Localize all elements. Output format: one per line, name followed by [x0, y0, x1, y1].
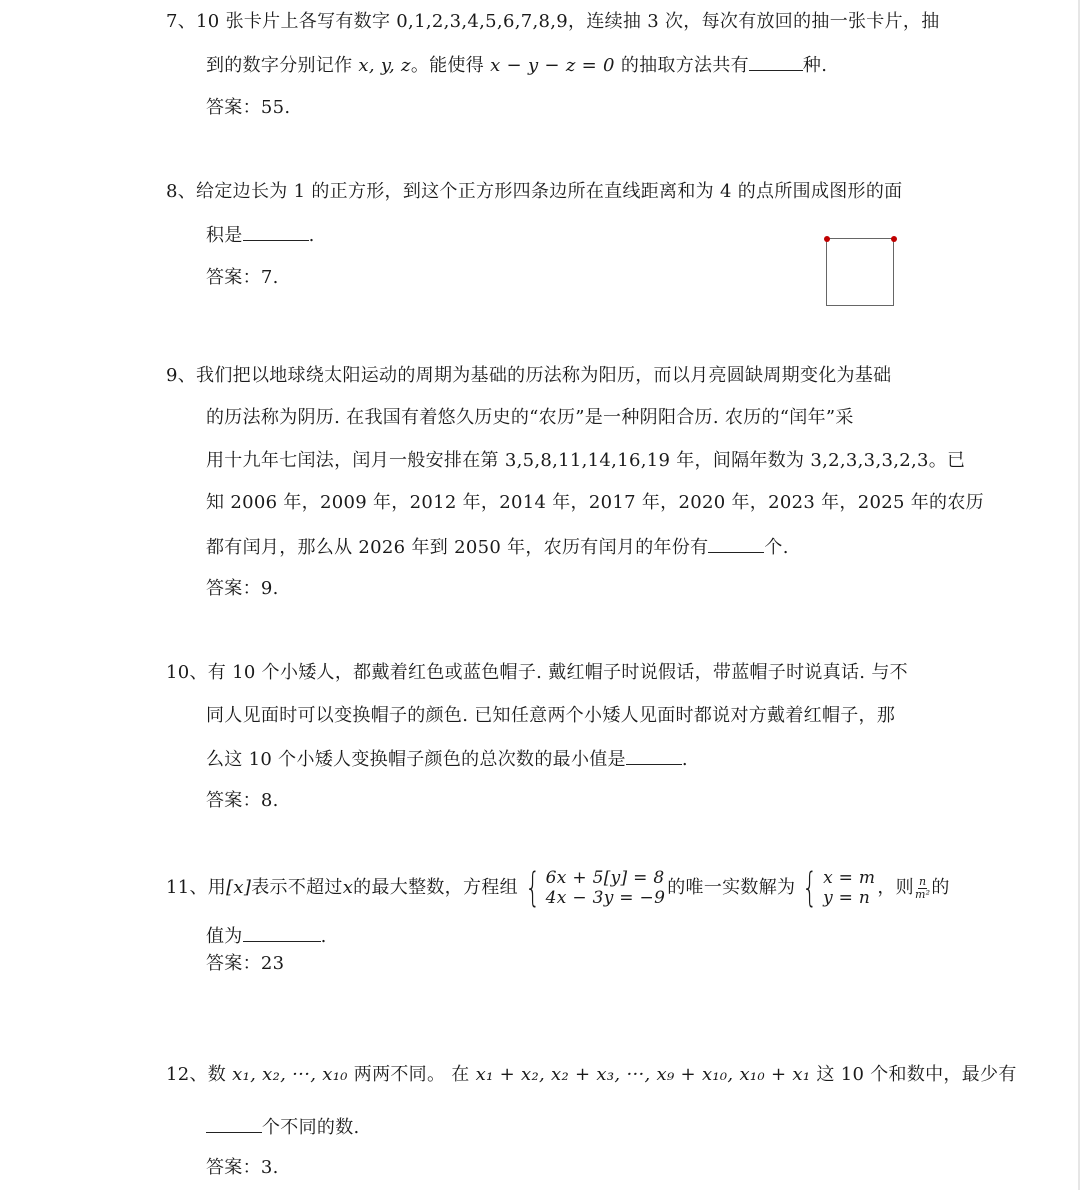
- q7-line2: [206, 52, 827, 78]
- q7-text: 的抽取方法共有: [614, 55, 749, 76]
- q7-equation: x − y − z = 0: [490, 55, 615, 76]
- q12-sums: x₁ + x₂, x₂ + x₃, ···, x₉ + x₁₀, x₁₀ + x₁: [475, 1064, 811, 1085]
- square-vertex-dot: [824, 236, 830, 242]
- system-equation-2: 4x − 3y = −9: [545, 888, 666, 908]
- fraction-numerator: n: [918, 874, 927, 888]
- q11-floor-x: [x]: [226, 877, 252, 898]
- answer-blank: [626, 746, 682, 765]
- q8-text: 积是: [206, 225, 243, 246]
- fraction-n-over-m2: [915, 876, 930, 901]
- fraction-denominator: m²: [914, 887, 931, 901]
- solution-system: [797, 865, 876, 911]
- q9-text: 都有闰月，那么从 2026 年到 2050 年，农历有闰月的年份有: [206, 537, 709, 558]
- q7-line1: 7、10 张卡片上各写有数字 0,1,2,3,4,5,6,7,8,9，连续抽 3 次，每次有放回的抽一张卡片，抽: [166, 11, 940, 32]
- q11-x: x: [342, 877, 354, 898]
- q12-text: 12、数: [166, 1064, 233, 1085]
- q9-text: 个.: [764, 537, 789, 558]
- q11-text: 表示不超过: [251, 877, 343, 898]
- q12-text: 个不同的数.: [262, 1117, 360, 1138]
- q10-answer: 答案：8.: [206, 790, 279, 811]
- q10-text: .: [681, 749, 688, 770]
- system-equation-1: 6x + 5[y] = 8: [545, 868, 665, 888]
- unit-square-figure: [826, 238, 894, 306]
- q12-text: 两两不同。 在: [347, 1064, 476, 1085]
- q8-text: .: [308, 225, 315, 246]
- q10-line2: 同人见面时可以变换帽子的颜色. 已知任意两个小矮人见面时都说对方戴着红帽子，那: [206, 705, 896, 726]
- q8-answer: 答案：7.: [206, 267, 279, 288]
- q12-line2: [206, 1114, 360, 1140]
- solution-equation-1: x = m: [823, 868, 876, 888]
- q11-text: ，则: [877, 877, 914, 898]
- answer-blank: [206, 1114, 262, 1133]
- q9-line5: [206, 534, 789, 560]
- q7-answer: 答案：55.: [206, 97, 291, 118]
- q12-text: 这 10 个和数中，最少有: [810, 1064, 1017, 1085]
- left-brace: {: [802, 865, 818, 911]
- q11-text: 11、用: [166, 877, 227, 898]
- answer-blank: [243, 222, 309, 241]
- square-vertex-dot: [891, 236, 897, 242]
- equation-system: [520, 865, 666, 911]
- q7-text: 到的数字分别记作: [206, 55, 359, 76]
- q9-line2: 的历法称为阴历. 在我国有着悠久历史的“农历”是一种阴阳合历. 农历的“闰年”采: [206, 407, 854, 428]
- q11-text: .: [320, 926, 327, 947]
- q9-line1: 9、我们把以地球绕太阳运动的周期为基础的历法称为阳历，而以月亮圆缺周期变化为基础: [166, 365, 892, 386]
- q10-line1: 10、有 10 个小矮人，都戴着红色或蓝色帽子. 戴红帽子时说假话，带蓝帽子时说真话. 与不: [166, 662, 908, 683]
- q11-text: 的: [931, 877, 950, 898]
- q7-text: 。能使得: [410, 55, 491, 76]
- answer-blank: [749, 52, 803, 71]
- q11-line2: [206, 923, 327, 949]
- q7-text: 种.: [802, 55, 828, 76]
- q11-text: 的唯一实数解为: [667, 877, 796, 898]
- q8-line1: 8、给定边长为 1 的正方形，到这个正方形四条边所在直线距离和为 4 的点所围成图形的面: [166, 181, 903, 202]
- q12-line1: [166, 1063, 1017, 1087]
- q11-line1: [166, 866, 950, 910]
- answer-blank: [243, 923, 321, 942]
- q7-vars: x, y, z: [358, 55, 411, 76]
- q11-text: 的最大整数，方程组: [353, 877, 518, 898]
- q11-answer: 答案：23: [206, 953, 285, 974]
- q11-text: 值为: [206, 926, 243, 947]
- q10-line3: [206, 746, 688, 772]
- q10-text: 么这 10 个小矮人变换帽子颜色的总次数的最小值是: [206, 749, 626, 770]
- q9-answer: 答案：9.: [206, 578, 279, 599]
- solution-equation-2: y = n: [823, 888, 871, 908]
- q8-line2: [206, 222, 315, 248]
- q12-answer: 答案：3.: [206, 1157, 279, 1178]
- left-brace: {: [525, 865, 541, 911]
- q9-line4: 知 2006 年，2009 年，2012 年，2014 年，2017 年，2020 年，2023 年，2025 年的农历: [206, 492, 984, 513]
- q9-line3: 用十九年七闰法，闰月一般安排在第 3,5,8,11,14,16,19 年，间隔年数为 3,2,3,3,3,2,3。已: [206, 450, 966, 471]
- answer-blank: [708, 534, 764, 553]
- q12-sequence: x₁, x₂, ···, x₁₀: [232, 1064, 348, 1085]
